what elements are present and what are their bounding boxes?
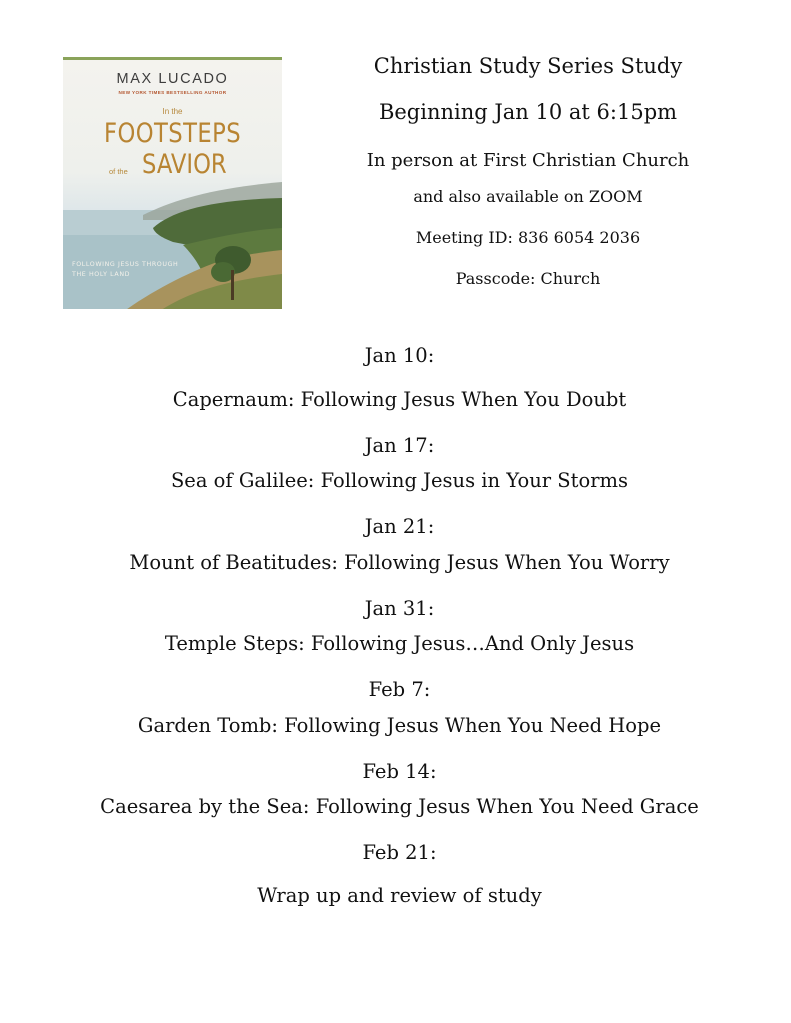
schedule-topic: Wrap up and review of study <box>257 884 542 907</box>
book-bestseller-line: NEW YORK TIMES BESTSELLING AUTHOR <box>118 90 227 95</box>
schedule-date: Feb 14: <box>362 760 437 783</box>
book-subtitle-line-2: THE HOLY LAND <box>72 271 131 278</box>
book-title-small-1: In the <box>162 107 183 116</box>
schedule-topic: Caesarea by the Sea: Following Jesus When You Need Grace <box>100 795 699 818</box>
schedule-topic: Temple Steps: Following Jesus…And Only Jesus <box>164 632 635 655</box>
schedule-topic: Capernaum: Following Jesus When You Doubt <box>172 388 627 411</box>
study-title: Christian Study Series Study <box>373 54 683 78</box>
book-title-large-2: SAVIOR <box>142 149 227 180</box>
schedule-topic: Mount of Beatitudes: Following Jesus When You Worry <box>129 551 670 574</box>
study-location: In person at First Christian Church <box>366 150 690 171</box>
schedule-date: Jan 10: <box>364 344 435 367</box>
schedule-date: Jan 31: <box>364 597 435 620</box>
schedule-date: Feb 21: <box>362 841 437 864</box>
schedule-topic: Garden Tomb: Following Jesus When You Need Hope <box>137 714 662 737</box>
zoom-note: and also available on ZOOM <box>413 187 643 206</box>
book-author: MAX LUCADO <box>116 71 229 87</box>
schedule-date: Jan 21: <box>364 515 435 538</box>
book-title-large-1: FOOTSTEPS <box>103 118 242 149</box>
meeting-id: Meeting ID: 836 6054 2036 <box>415 228 641 247</box>
book-title-small-2: of the <box>109 167 128 176</box>
schedule-date: Feb 7: <box>368 678 431 701</box>
book-subtitle-line-1: FOLLOWING JESUS THROUGH <box>72 261 179 268</box>
study-start: Beginning Jan 10 at 6:15pm <box>378 100 678 124</box>
schedule-topic: Sea of Galilee: Following Jesus in Your Storms <box>170 469 629 492</box>
book-subtitle <box>72 260 202 280</box>
schedule-date: Jan 17: <box>364 434 435 457</box>
passcode: Passcode: Church <box>455 269 601 288</box>
book-cover-image <box>63 57 282 309</box>
